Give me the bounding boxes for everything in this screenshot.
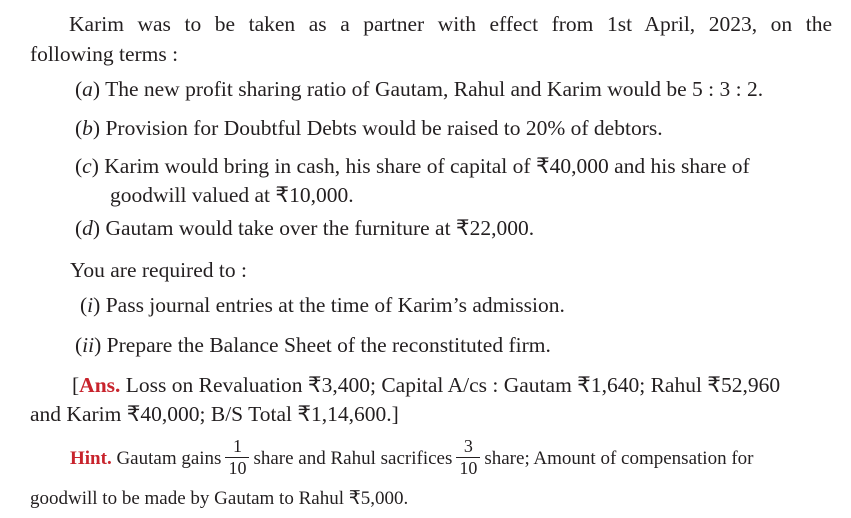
term-d-text: Gautam would take over the furniture at ₹22,000.	[105, 216, 535, 240]
hint-fraction-one-tenth	[225, 437, 249, 478]
term-b-text: Provision for Doubtful Debts would be raised to 20% of debtors.	[105, 116, 663, 140]
answer-open-bracket: [	[72, 373, 80, 397]
required-item-ii-label: (ii)	[75, 333, 102, 357]
answer-text-2: and Karim ₹40,000; B/S Total ₹1,14,600.]	[30, 402, 399, 426]
required-item-i-label: (i)	[80, 293, 101, 317]
required-heading-text: You are required to :	[70, 258, 247, 282]
term-c-text: Karim would bring in cash, his share of capital of ₹40,000 and his share of	[104, 154, 750, 178]
term-c-label: (c)	[75, 154, 99, 178]
term-c	[75, 154, 833, 180]
required-item-i	[80, 293, 565, 319]
required-item-i-text: Pass journal entries at the time of Karim’s admission.	[105, 293, 565, 317]
term-b	[75, 116, 663, 142]
term-c-continued	[110, 183, 354, 209]
answer-text-1: Loss on Revaluation ₹3,400; Capital A/cs : Gautam ₹1,640; Rahul ₹52,960	[125, 373, 781, 397]
term-d	[75, 216, 534, 242]
hint-text-1: Gautam gains	[116, 447, 222, 469]
intro-text-1: Karim was to be taken as a partner with effect from 1st April, 2023, on the	[69, 12, 832, 36]
hint-line-1	[70, 436, 754, 480]
intro-line-1	[69, 12, 832, 38]
term-a	[75, 77, 763, 103]
hint-text-3: share; Amount of compensation for	[484, 447, 754, 469]
required-heading	[70, 258, 247, 284]
term-b-label: (b)	[75, 116, 101, 140]
term-d-label: (d)	[75, 216, 101, 240]
hint-fraction-three-tenths	[456, 437, 480, 478]
fraction-numerator: 1	[225, 437, 249, 458]
term-a-label: (a)	[75, 77, 101, 101]
hint-line-2	[30, 488, 408, 511]
answer-line-1	[72, 373, 780, 399]
fraction-numerator: 3	[456, 437, 480, 458]
answer-line-2	[30, 402, 399, 428]
intro-line-2	[30, 42, 178, 68]
intro-text-2: following terms :	[30, 42, 179, 66]
term-c-text-cont: goodwill valued at ₹10,000.	[110, 183, 354, 207]
hint-text-4: goodwill to be made by Gautam to Rahul ₹5,000.	[30, 488, 409, 509]
answer-label: Ans.	[79, 373, 121, 397]
hint-text-2: share and Rahul sacrifices	[253, 447, 453, 469]
fraction-denominator: 10	[459, 457, 478, 478]
hint-label: Hint.	[70, 447, 112, 469]
required-item-ii	[75, 333, 551, 359]
required-item-ii-text: Prepare the Balance Sheet of the reconstituted firm.	[106, 333, 551, 357]
fraction-denominator: 10	[228, 457, 247, 478]
term-a-text: The new profit sharing ratio of Gautam, Rahul and Karim would be 5 : 3 : 2.	[105, 77, 764, 101]
